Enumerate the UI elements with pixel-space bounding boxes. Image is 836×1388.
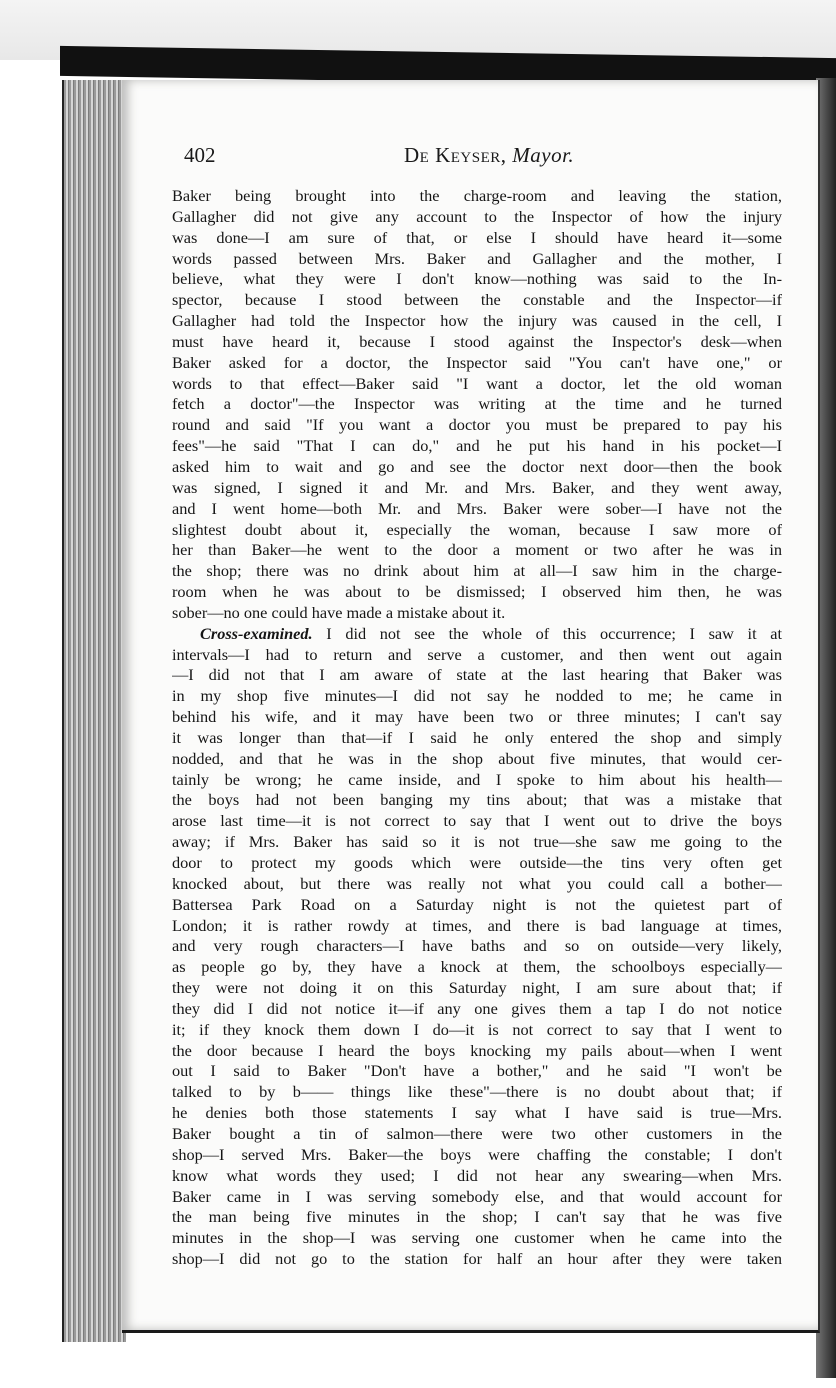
text-line: room when he was about to be dismissed; I observed him then, he was: [172, 582, 782, 602]
cross-examined-first-line: [172, 624, 782, 645]
text-line: out I said to Baker "Don't have a bother," and he said "I won't be: [172, 1061, 782, 1081]
text-line: shop—I served Mrs. Baker—the boys were chaffing the constable; I don't: [172, 1144, 782, 1164]
text-line: slightest doubt about it, especially the woman, because I saw more of: [172, 519, 782, 539]
text-line: sober—no one could have made a mistake about it.: [172, 602, 506, 622]
text-line: fees"—he said "That I can do," and he put his hand in his pocket—I: [172, 436, 782, 456]
text-line: fetch a doctor"—the Inspector was writing at the time and he turned: [172, 394, 782, 414]
text-line: away; if Mrs. Baker has said so it is not true—she saw me going to the: [172, 832, 782, 852]
text-line: words passed between Mrs. Baker and Gallagher and the mother, I: [172, 248, 782, 268]
text-line: round and said "If you want a doctor you must be prepared to pay his: [172, 415, 782, 435]
text-line: and I went home—both Mr. and Mrs. Baker were sober—I have not the: [172, 498, 782, 518]
cross-examined-label: Cross-examined.: [200, 623, 313, 643]
text-line: spector, because I stood between the constable and the Inspector—if: [172, 290, 782, 310]
text-line: behind his wife, and it may have been two or three minutes; I can't say: [172, 707, 782, 727]
testimony-text: [172, 186, 782, 1270]
running-title-name: De Keyser,: [404, 143, 507, 167]
text-line: arose last time—it is not correct to say that I went out to drive the boys: [172, 811, 782, 831]
text-line: intervals—I had to return and serve a customer, and then went out again: [172, 644, 782, 664]
text-line: asked him to wait and go and see the doctor next door—then the book: [172, 456, 782, 476]
text-line: Baker asked for a doctor, the Inspector said "You can't have one," or: [172, 352, 782, 372]
page-stack-edge: [62, 80, 126, 1342]
text-line: the man being five minutes in the shop; I can't say that he was five: [172, 1207, 782, 1227]
text-line: know what words they used; I did not hear any swearing—when Mrs.: [172, 1165, 782, 1185]
text-line: as people go by, they have a knock at them, the schoolboys especially—: [172, 957, 782, 977]
text-line: it; if they knock them down I do—it is not correct to say that I went to: [172, 1019, 782, 1039]
text-line: her than Baker—he went to the door a moment or two after he was in: [172, 540, 782, 560]
text-line: London; it is rather rowdy at times, and there is bad language at times,: [172, 915, 782, 935]
text-line: tainly be wrong; he came inside, and I spoke to him about his health—: [172, 769, 782, 789]
text-line: was done—I am sure of that, or else I should have heard it—some: [172, 227, 782, 247]
text-line: knocked about, but there was really not what you could call a bother—: [172, 873, 782, 893]
text-line: shop—I did not go to the station for half an hour after they were taken: [172, 1249, 782, 1269]
cross-examination-paragraph: [172, 645, 782, 1270]
text-line: in my shop five minutes—I did not say he nodded to me; he came in: [172, 686, 782, 706]
text-line: it was longer than that—if I said he only entered the shop and simply: [172, 727, 782, 747]
page-header: [184, 143, 784, 171]
text-line: they did I did not notice it—if any one gives them a tap I do not notice: [172, 998, 782, 1018]
text-line: the boys had not been banging my tins about; that was a mistake that: [172, 790, 782, 810]
text-line: Gallagher did not give any account to the Inspector of how the injury: [172, 206, 782, 226]
running-title-office: Mayor.: [512, 143, 575, 167]
text-line: Gallagher had told the Inspector how the injury was caused in the cell, I: [172, 311, 782, 331]
text-line: nodded, and that he was in the shop about five minutes, that would cer-: [172, 748, 782, 768]
running-title: [404, 143, 574, 168]
text-line: door to protect my goods which were outside—the tins very often get: [172, 853, 782, 872]
text-line: words to that effect—Baker said "I want a doctor, let the old woman: [172, 373, 782, 393]
text-line: Baker came in I was serving somebody else, and that would account for: [172, 1186, 782, 1206]
text-line: the door because I heard the boys knocking my pails about—when I went: [172, 1040, 782, 1060]
text-line: believe, what they were I don't know—nothing was said to the In-: [172, 269, 782, 289]
text-line: Baker being brought into the charge-room and leaving the station,: [172, 186, 782, 205]
page-number: 402: [184, 143, 216, 167]
text-line: he denies both those statements I say what I have said is true—Mrs.: [172, 1103, 782, 1123]
cross-examined-first-text: I did not see the whole of this occurrence; I saw it at: [312, 623, 782, 643]
text-line: Battersea Park Road on a Saturday night is not the quietest part of: [172, 894, 782, 914]
text-line: —I did not that I am aware of state at the last hearing that Baker was: [172, 665, 782, 685]
text-line: Baker bought a tin of salmon—there were two other customers in the: [172, 1123, 782, 1143]
text-line: minutes in the shop—I was serving one customer when he came into the: [172, 1228, 782, 1248]
testimony-paragraph: [172, 186, 782, 624]
text-line: must have heard it, because I stood against the Inspector's desk—when: [172, 331, 782, 351]
text-line: was signed, I signed it and Mr. and Mrs. Baker, and they went away,: [172, 477, 782, 497]
text-line: and very rough characters—I have baths and so on outside—very likely,: [172, 936, 782, 956]
text-line: talked to by b—— things like these"—there is no doubt about that; if: [172, 1082, 782, 1102]
text-line: the shop; there was no drink about him at all—I saw him in the charge-: [172, 561, 782, 581]
text-line: they were not doing it on this Saturday night, I am sure about that; if: [172, 978, 782, 998]
